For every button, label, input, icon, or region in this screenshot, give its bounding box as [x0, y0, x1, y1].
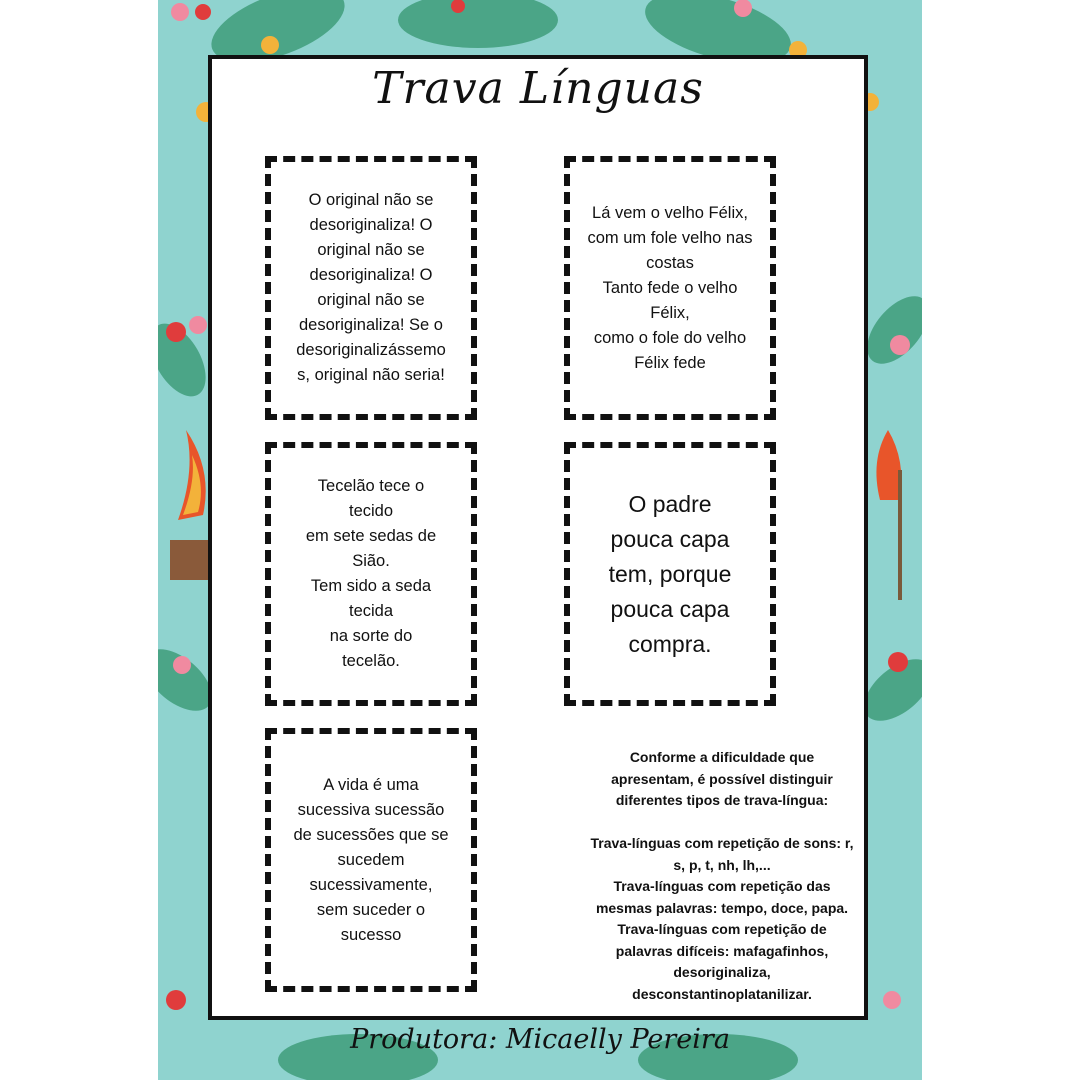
tongue-twister-card-4 [564, 442, 776, 706]
tongue-twister-card-2 [564, 156, 776, 420]
content-sheet [208, 55, 868, 1020]
poster [158, 0, 922, 1080]
tongue-twister-card-5 [265, 728, 477, 992]
footer-credit: Produtora: Micaelly Pereira [350, 1024, 730, 1055]
card-text: A vida é uma sucessiva sucessão de sucessões que se sucedem sucessivamente, sem suceder o sucesso [293, 775, 449, 944]
card-text: O original não se desoriginaliza! O original não se desoriginaliza! O original não se desoriginaliza! Se o desoriginalizássemo s, original não seria! [296, 191, 446, 384]
tongue-twister-card-1 [265, 156, 477, 420]
card-text: Lá vem o velho Félix, com um fole velho nas costas Tanto fede o velho Félix, como o fole do velho Félix fede [587, 203, 753, 372]
page-title: Trava Línguas [372, 63, 704, 114]
tongue-twister-card-3 [265, 442, 477, 706]
card-text: O padre pouca capa tem, porque pouca capa compra. [608, 490, 732, 657]
card-text: Tecelão tece o tecido em sete sedas de Sião. Tem sido a seda tecida na sorte do tecelão. [305, 477, 437, 670]
info-text: Conforme a dificuldade que apresentam, é possível distinguir diferentes tipos de trava-língua: Trava-línguas com repetição de sons: r, s, p, t, nh, lh,... Trava-línguas com repetição das mesmas palavras: tempo, doce, papa. Trava-línguas com repetição de palavras difíceis: mafagafinhos, desoriginaliza, desconstantinoplatanilizar. [590, 749, 854, 1002]
